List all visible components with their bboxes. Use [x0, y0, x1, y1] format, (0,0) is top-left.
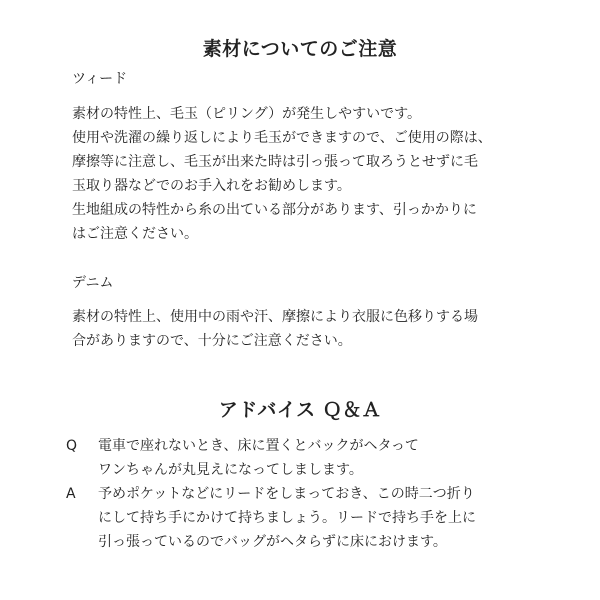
tweed-line: 玉取り器などでのお手入れをお勧めします。 [72, 178, 351, 194]
denim-heading: デニム [72, 275, 114, 291]
tweed-paragraph [72, 102, 542, 246]
qa-section [66, 434, 546, 554]
advice-qa-title: アドバイス Ｑ＆Ａ [218, 399, 382, 421]
answer-line: 引っ張っているのでバッグがヘタらずに床におけます。 [98, 534, 447, 550]
question-mark: Q [66, 438, 78, 454]
answer-text [98, 482, 476, 554]
question-line: ワンちゃんが丸見えになってしまします。 [98, 462, 363, 478]
question-line: 電車で座れないとき、床に置くとバックがヘタって [98, 438, 419, 454]
denim-paragraph [72, 305, 542, 353]
tweed-heading: ツィード [72, 71, 128, 87]
tweed-line: 生地組成の特性から糸の出ている部分があります、引っかかりに [72, 202, 477, 218]
question-text [98, 434, 419, 482]
tweed-line: 使用や洗濯の繰り返しにより毛玉ができますので、ご使用の際は、 [72, 130, 492, 146]
denim-line: 合がありますので、十分にご注意ください。 [72, 333, 352, 349]
tweed-line: 素材の特性上、毛玉（ピリング）が発生しやすいです。 [72, 106, 422, 122]
answer-mark: A [66, 486, 76, 502]
question-block [66, 434, 546, 482]
tweed-line: はご注意ください。 [72, 226, 198, 242]
answer-block [66, 482, 546, 554]
tweed-line: 摩擦等に注意し、毛玉が出来た時は引っ張って取ろうとせずに毛 [72, 154, 478, 170]
answer-line: にして持ち手にかけて持ちましょう。リードで持ち手を上に [98, 510, 476, 526]
material-notice-title: 素材についてのご注意 [202, 38, 398, 60]
answer-line: 予めポケットなどにリードをしまっておき、この時二つ折り [98, 486, 475, 502]
denim-line: 素材の特性上、使用中の雨や汗、摩擦により衣服に色移りする場 [72, 309, 478, 325]
